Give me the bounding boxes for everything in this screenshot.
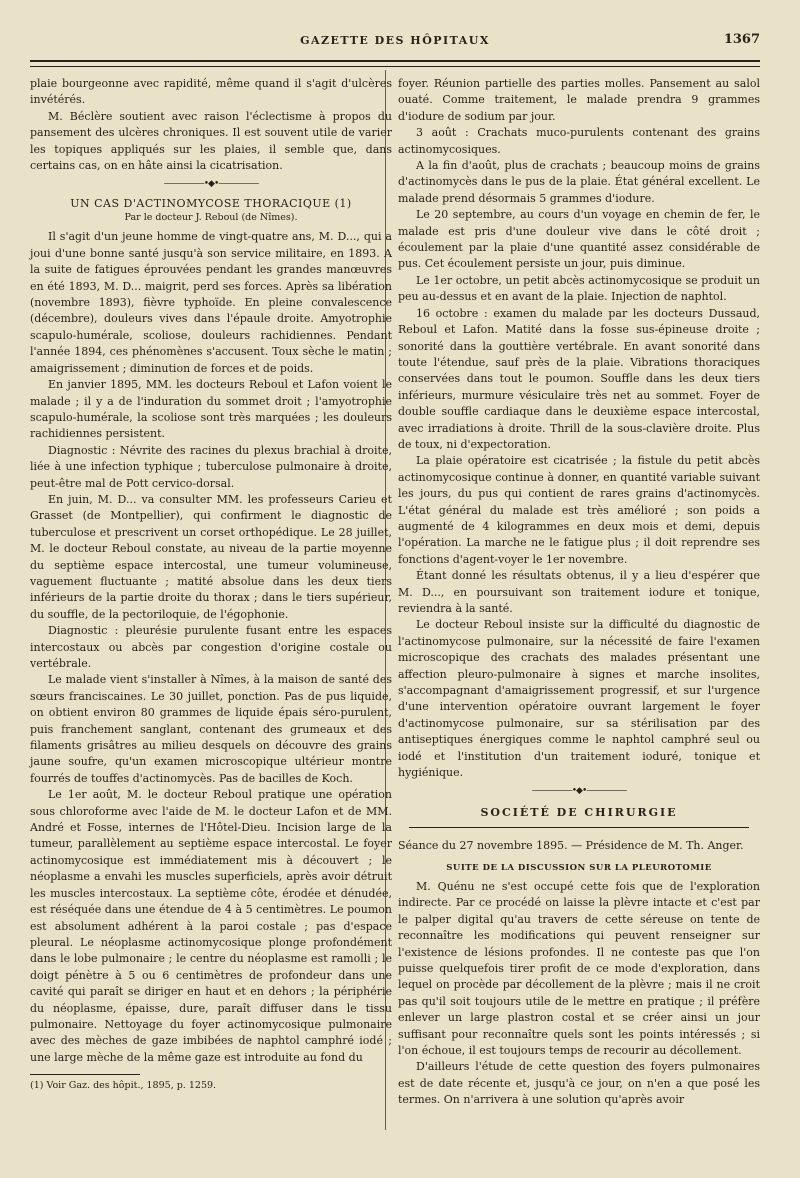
article-paragraph: Le 20 septembre, au cours d'un voyage en chemin de fer, le malade est pris d'une douleur vive dans le côté droit ; écoulement par la plaie d'une quantité assez considérable de pus. Cet écoulement persiste un jour, puis diminue. — [398, 208, 760, 271]
footnote: (1) Voir Gaz. des hôpit., 1895, p. 1259. — [30, 1080, 217, 1092]
left-column — [30, 76, 392, 1093]
article-paragraph: Le malade vient s'installer à Nîmes, à la maison de santé des sœurs franciscaines. Le 30 juillet, ponction. Pas de pus liquide, on obtient environ 80 grammes de liquide épais séro-purulent, puis franchement sanglant, contenant des grumeaux et des filaments grisâtres au milieu desquels on découvre des grains jaune soufre, qu'un examen microscopique ultérieur montre fourrés de touffes d'actinomycès. Pas de bacilles de Koch. — [30, 673, 392, 785]
session-line: Séance du 27 novembre 1895. — Présidence de M. Th. Anger. — [398, 839, 744, 853]
article-paragraph: Le 1er août, M. le docteur Reboul pratique une opération sous chloroforme avec l'aide de M. le docteur Lafon et de MM. André et Fosse, internes de l'Hôtel-Dieu. Incision large de la tumeur, parallèlement au septième espace intercostal. Le foyer actinomycosique est immédiatement mis à découvert ; le néoplasme a envahi les muscles superficiels, après avoir détruit les muscles intercostaux. La septième côte, érodée et dénudée, est réséquée dans une étendue de 4 à 5 centimètres. Le poumon est absolument adhérent à la paroi costale ; pas d'espace pleural. Le néoplasme actinomycosique plonge profondément dans le lobe pulmonaire ; le centre du néoplasme est ramolli ; le doigt pénètre à 5 ou 6 centimètres de profondeur dans une cavité qui paraît se diriger en haut et en dehors ; la périphérie du néoplasme, épaisse, dure, paraît diffuser dans le tissu pulmonaire. Nettoyage du foyer actinomycosique pulmonaire avec des mèches de gaze imbibées de naphtol camphré iodé ; une large mèche de la même gaze est introduite au fond du — [30, 788, 392, 1064]
section-paragraph: M. Quénu ne s'est occupé cette fois que de l'exploration indirecte. Par ce procédé on laisse la plèvre intacte et c'est par le palper digital qu'au travers de cette séreuse on tente de reconnaître les modifications qui peuvent renseigner sur l'existence de lésions profondes. Il ne conteste pas que l'on puisse quelquefois tirer profit de ce mode d'exploration, dans lequel on procède par décollement de la plèvre ; mais il ne croit pas qu'il soit toujours utile de le mettre en pratique ; il préfère enlever un large plastron costal et se créer ainsi un jour suffisant pour reconnaître quels sont les points intéressés ; si l'on échoue, il est toujours temps de recourir au décollement. — [398, 879, 760, 1057]
separator-ornament: —————•◆•————— — [163, 179, 259, 190]
article-title: UN CAS D'ACTINOMYCOSE THORACIQUE (1) — [70, 197, 352, 211]
article-paragraph: 16 octobre : examen du malade par les docteurs Dussaud, Reboul et Lafon. Matité dans la fosse sus-épineuse droite ; sonorité dans la gouttière vertébrale. En avant sonorité dans toute l'étendue, sauf près de la plaie. Vibrations thoraciques conservées dans tout le poumon. Souffle dans les deux tiers inférieurs, murmure vésiculaire très net au sommet. Foyer de double souffle cardiaque dans le deuxième espace intercostal, avec irradiations à droite. Thrill de la sous-clavière droite. Plus de toux, ni d'expectoration. — [398, 306, 760, 451]
article-paragraph: En janvier 1895, MM. les docteurs Reboul et Lafon voient le malade ; il y a de l'induration du sommet droit ; l'amyotrophie scapulo-humérale, la scoliose sont très marquées ; les douleurs rachidiennes persistent. — [30, 378, 392, 441]
article-paragraph: Diagnostic : Névrite des racines du plexus brachial à droite, liée à une infection typhique ; tuberculose pulmonaire à droite, peut-être mal de Pott cervico-dorsal. — [30, 443, 392, 490]
section-rule — [409, 827, 749, 828]
running-title: GAZETTE DES HÔPITAUX — [300, 34, 490, 47]
article-paragraph: Le docteur Reboul insiste sur la difficulté du diagnostic de l'actinomycose pulmonaire, sur la nécessité de faire l'examen microscopique des crachats des malades présentant une affection pleuro-pulmonaire à signes et marche insolites, s'accompagnant d'amaigrissement progressif, et sur l'urgence d'une intervention opératoire ouvrant largement le foyer d'actinomycose pulmonaire, sur sa stérilisation par des antiseptiques énergiques comme le naphtol camphré seul ou iodé et l'institution d'un traitement ioduré, tonique et hygiénique. — [398, 618, 760, 780]
right-column — [398, 76, 760, 1109]
article-paragraph: La plaie opératoire est cicatrisée ; la fistule du petit abcès actinomycosique continue à donner, en quantité variable suivant les jours, du pus qui contient de rares grains d'actinomycès. L'état général du malade est très amélioré ; son poids a augmenté de 4 kilogrammes en deux mois et demi, depuis l'opération. La marche ne le fatigue plus ; il doit reprendre ses fonctions d'agent-voyer le 1er novembre. — [398, 454, 760, 566]
article-paragraph: Le 1er octobre, un petit abcès actinomycosique se produit un peu au-dessus et en avant de la plaie. Injection de naphtol. — [398, 273, 760, 304]
subsection-title: SUITE DE LA DISCUSSION SUR LA PLEUROTOMIE — [446, 862, 712, 873]
article-paragraph: 3 août : Crachats muco-purulents contenant des grains actinomycosiques. — [398, 126, 760, 156]
intro-paragraph-2: M. Béclère soutient avec raison l'éclectisme à propos du pansement des ulcères chroniques. Il est souvent utile de varier les topiques appliqués sur les plaies, il semble que, dans certains cas, on en hâte ainsi la cicatrisation. — [30, 109, 392, 173]
article-paragraph: Étant donné les résultats obtenus, il y a lieu d'espérer que M. D..., en poursuivant son traitement iodure et tonique, reviendra à la santé. — [398, 569, 760, 615]
section-title: SOCIÉTÉ DE CHIRURGIE — [480, 806, 678, 820]
article-paragraph: Il s'agit d'un jeune homme de vingt-quatre ans, M. D..., qui a joui d'une bonne santé jusqu'à son service militaire, en 1893. A la suite de fatigues éprouvées pendant les grandes manœuvres en été 1893, M. D... maigrit, perd ses forces. Après sa libération (novembre 1893), fièvre typhoïde. En pleine convalescence (décembre), douleurs vives dans l'épaule droite. Amyotrophie scapulo-humérale, scoliose, douleurs rachidiennes. Pendant l'année 1894, ces phénomènes s'accusent. Toux sèche le matin ; amaigrissement ; diminution de forces et de poids. — [30, 230, 392, 375]
article-paragraph: Diagnostic : pleurésie purulente fusant entre les espaces intercostaux ou abcès par congestion d'origine costale ou vertébrale. — [30, 624, 392, 670]
article-paragraph: A la fin d'août, plus de crachats ; beaucoup moins de grains d'actinomycès dans le pus de la plaie. État général excellent. Le malade prend désormais 5 grammes d'iodure. — [398, 159, 760, 205]
article-paragraph: foyer. Réunion partielle des parties molles. Pansement au salol ouaté. Comme traitement, le malade prendra 9 grammes d'iodure de sodium par jour. — [398, 77, 760, 123]
intro-paragraph-1: plaie bourgeonne avec rapidité, même quand il s'agit d'ulcères invétérés. — [30, 77, 392, 107]
header-rule-thin — [30, 66, 760, 67]
separator-ornament: —————•◆•————— — [531, 786, 627, 797]
article-paragraph: En juin, M. D... va consulter MM. les professeurs Carieu et Grasset (de Montpellier), qui confirment le diagnostic de tuberculose et prescrivent un corset orthopédique. Le 28 juillet, M. le docteur Reboul constate, au niveau de la partie moyenne du septième espace intercostal, une tumeur volumineuse, vaguement fluctuante ; matité absolue dans les deux tiers inférieurs de la partie droite du thorax ; dans le tiers supérieur, du souffle, de la pectoriloquie, de l'égophonie. — [30, 492, 392, 621]
footnote-rule — [30, 1074, 140, 1075]
page-number: 1367 — [723, 32, 760, 47]
article-author: Par le docteur J. Reboul (de Nîmes). — [124, 212, 298, 224]
section-paragraph: D'ailleurs l'étude de cette question des foyers pulmonaires est de date récente et, jusqu'à ce jour, on n'en a que posé les termes. On n'arrivera à une solution qu'après avoir — [398, 1060, 760, 1107]
page-header — [30, 30, 760, 54]
header-rule — [30, 60, 760, 62]
